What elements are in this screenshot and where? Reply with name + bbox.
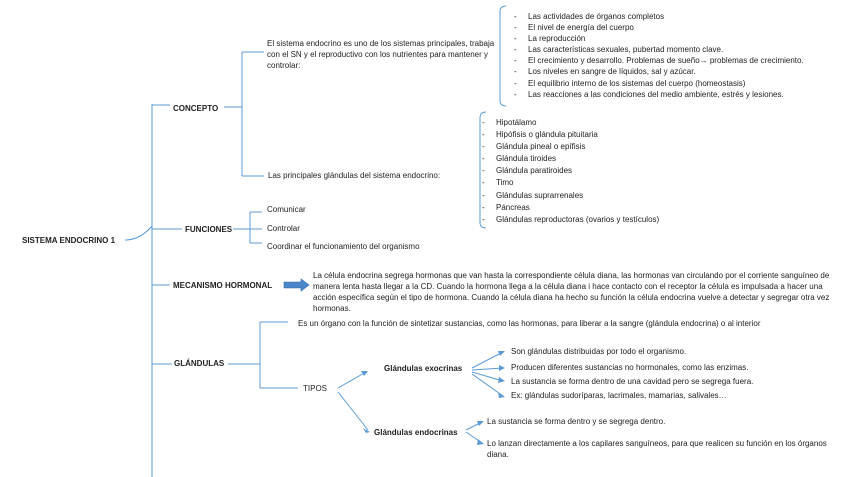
concepto-title: CONCEPTO bbox=[173, 104, 219, 113]
list-item: - El nivel de energía del cuerpo bbox=[512, 22, 804, 33]
list-item: - La reproducción bbox=[512, 33, 804, 44]
arrow-to-endocrinas-line bbox=[338, 392, 368, 430]
funcion-item: Coordinar el funcionamiento del organismo bbox=[267, 242, 420, 251]
arrowhead-exo-3 bbox=[498, 377, 505, 383]
arrow-exo-2-line bbox=[472, 368, 503, 370]
arrowhead-exo-1 bbox=[498, 351, 505, 356]
exocrinas-item: La sustancia se forma dentro de una cavidad pero se segrega fuera. bbox=[511, 377, 754, 386]
list-item: - Los niveles en sangre de líquidos, sal y azúcar. bbox=[512, 66, 804, 77]
list-item: - Hipófisis o glándula pituitaria bbox=[480, 129, 659, 141]
mecanismo-text: La célula endocrina segrega hormonas que van hasta la correspondiente célula diana, las hormonas van circulando por el corriente sanguíneo de manera lenta hasta llegar a la CD. Cuando la hormona llega a la célula diana i hace contacto con el receptor la célula es impulsada a hacer una acción específica según el tipo de hormona. Cuando la célula diana ha hecho su función la célula endocrina vuelve a detectar y segregar otra vez hormonas. bbox=[313, 271, 830, 313]
glands-list bbox=[480, 117, 659, 226]
controls-list bbox=[512, 11, 804, 100]
list-item: - Hipotálamo bbox=[480, 117, 659, 129]
arrow-exo-3-line bbox=[472, 372, 503, 381]
list-item: - El crecimiento y desarrollo. Problemas de sueño→ problemas de crecimiento. bbox=[512, 55, 804, 66]
list-item: - Las características sexuales, pubertad momento clave. bbox=[512, 44, 804, 55]
list-item: - Timo bbox=[480, 177, 659, 189]
arrowhead-exo-2 bbox=[499, 365, 505, 371]
list-item: - Las actividades de órganos completos bbox=[512, 11, 804, 22]
list-item: - Glándulas suprarrenales bbox=[480, 190, 659, 202]
glandulas-definition: Es un órgano con la función de sintetizar sustancias, como las hormonas, para liberar a la sangre (glándula endocrina) o al interior bbox=[298, 319, 761, 328]
funcion-item: Controlar bbox=[267, 224, 300, 233]
mecanismo-title: MECANISMO HORMONAL bbox=[173, 281, 273, 290]
tipos-label: TIPOS bbox=[303, 384, 328, 393]
funcion-item: Comunicar bbox=[267, 205, 306, 214]
endocrinas-item: La sustancia se forma dentro y se segrega dentro. bbox=[487, 417, 666, 426]
glandulas-title: GLÁNDULAS bbox=[174, 359, 225, 368]
list-item: - Las reacciones a las condiciones del medio ambiente, estrés y lesiones. bbox=[512, 89, 804, 100]
list-item: - El equilibrio interno de los sistemas del cuerpo (homeostasis) bbox=[512, 78, 804, 89]
endocrinas-item: Lo lanzan directamente a los capilares sanguíneos, para que realicen su función en los órganos diana. bbox=[487, 439, 827, 459]
arrowhead-exocrinas bbox=[361, 371, 368, 376]
arrow-to-exocrinas-line bbox=[338, 372, 366, 388]
arrowhead-endo-1 bbox=[477, 421, 484, 426]
list-item: - Glándula paratiroides bbox=[480, 165, 659, 177]
mecanismo-block-arrow bbox=[284, 279, 309, 291]
list-item: - Glándula pineal o epífisis bbox=[480, 141, 659, 153]
arrowhead-exo-4 bbox=[498, 392, 505, 398]
concepto-intro: El sistema endocrino es uno de los sistemas principales, trabaja con el SN y el reproductivo con los nutrientes para mantener y controlar: bbox=[267, 39, 495, 70]
list-item: - Glándulas reproductoras (ovarios y testículos) bbox=[480, 214, 659, 226]
trunk-bracket-line bbox=[125, 226, 152, 240]
funciones-title: FUNCIONES bbox=[185, 225, 233, 234]
arrowhead-endo-2 bbox=[477, 439, 484, 445]
arrow-exo-1-line bbox=[472, 352, 503, 368]
list-item: - Páncreas bbox=[480, 202, 659, 214]
exocrinas-item: Son glándulas distribuidas por todo el organismo. bbox=[511, 347, 687, 356]
list-item: - Glándula tiroides bbox=[480, 153, 659, 165]
glands-label: Las principales glándulas del sistema endocrino: bbox=[268, 171, 441, 180]
exocrinas-item: Producen diferentes sustancias no hormonales, como las enzimas. bbox=[511, 363, 749, 372]
exocrinas-item: Ex: glándulas sudoríparas, lacrimales, mamarias, salivales… bbox=[511, 391, 727, 400]
exocrinas-label: Glándulas exocrinas bbox=[384, 364, 463, 373]
root-node: SISTEMA ENDOCRINO 1 bbox=[22, 236, 116, 245]
endocrinas-label: Glándulas endocrinas bbox=[374, 428, 458, 437]
